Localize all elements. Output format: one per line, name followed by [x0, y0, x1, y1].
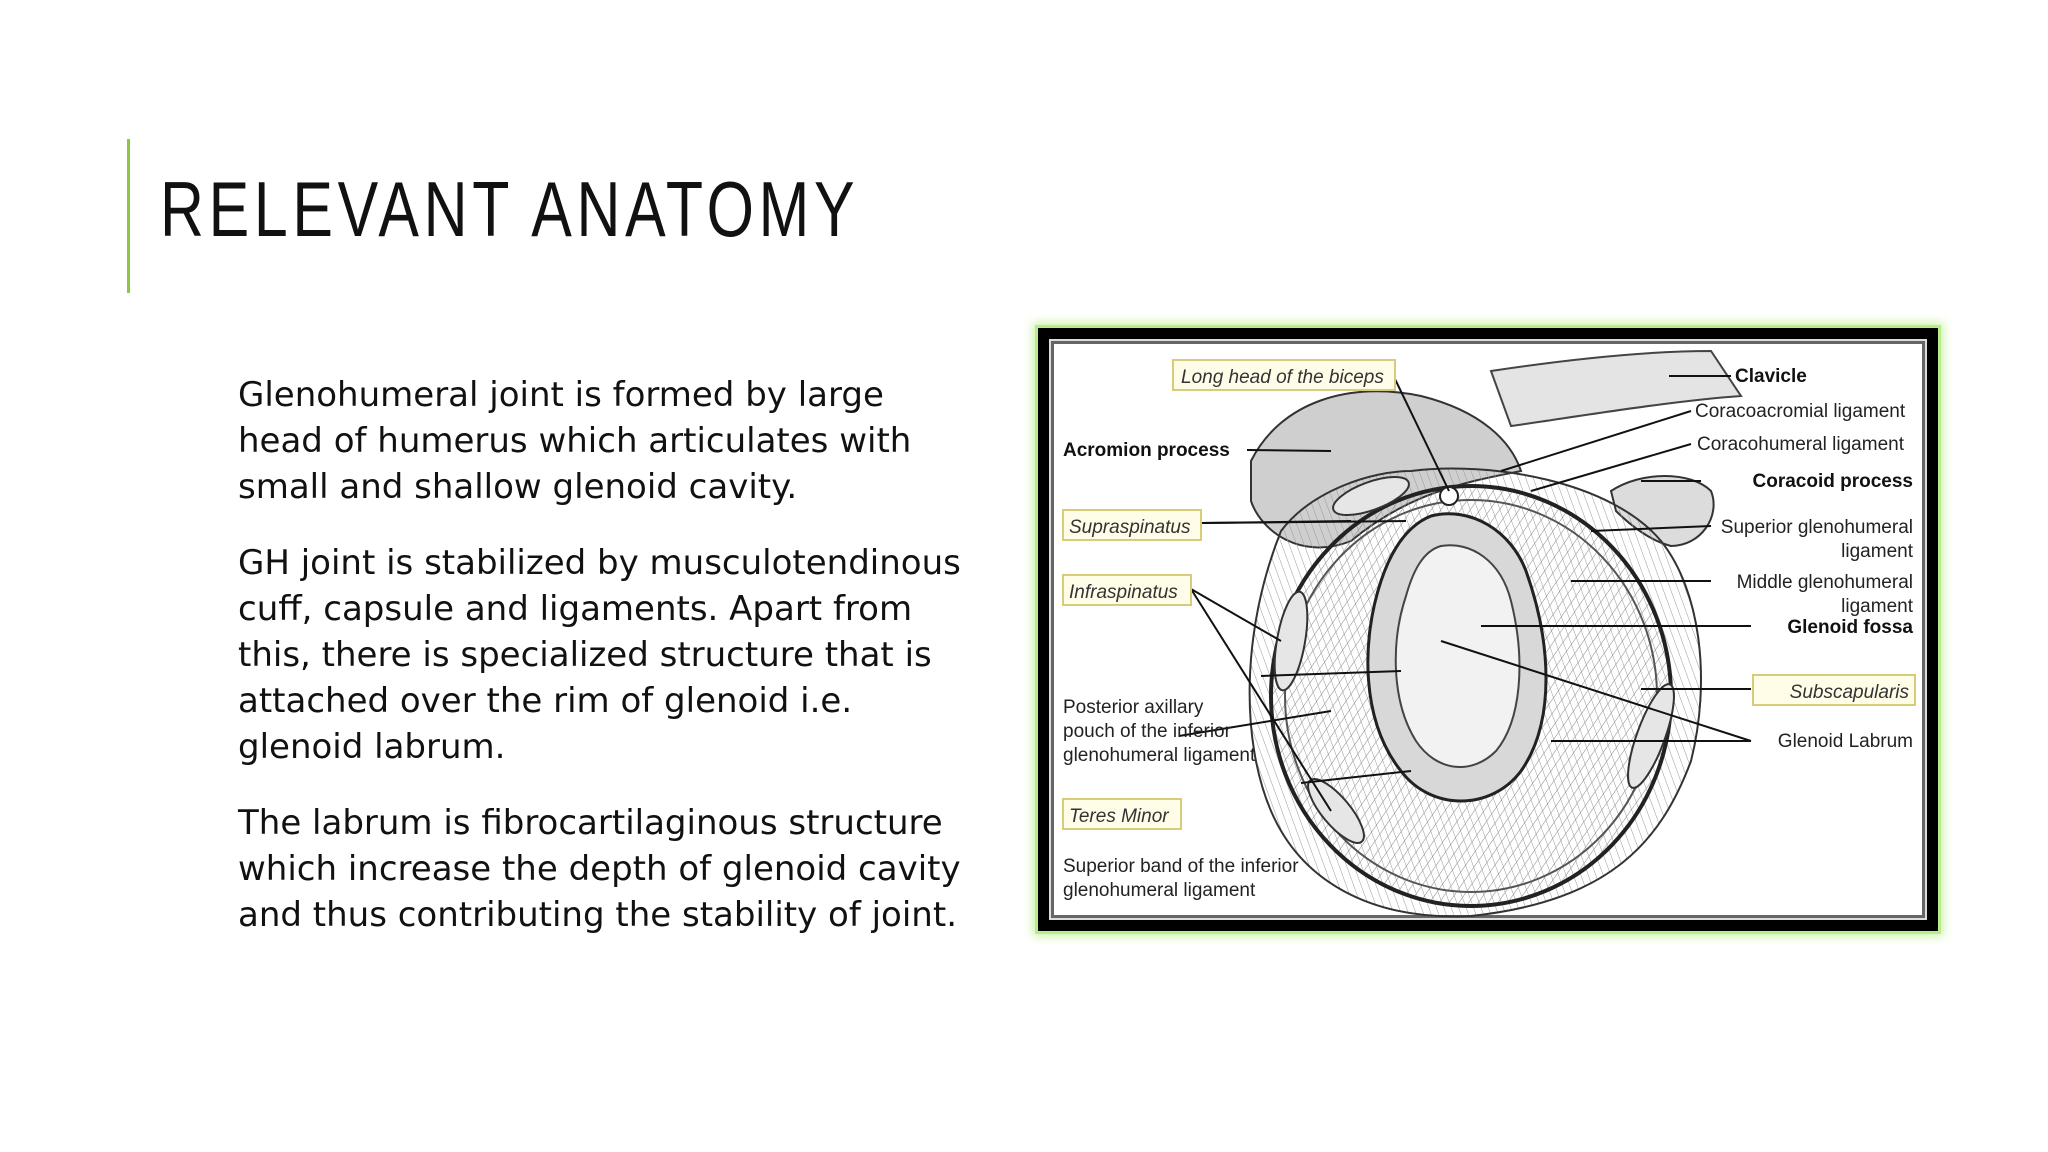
glenoid-fossa-shape	[1396, 545, 1520, 767]
shoulder-illustration	[1250, 351, 1741, 916]
label-supraspinatus: Supraspinatus	[1069, 517, 1191, 538]
slide-body	[238, 372, 978, 968]
label-superior-gh-line2: ligament	[1841, 541, 1913, 562]
slide-title: RELEVANT ANATOMY	[160, 165, 860, 253]
label-teres-minor: Teres Minor	[1069, 806, 1169, 827]
label-clavicle: Clavicle	[1735, 366, 1807, 387]
label-long-head-biceps: Long head of the biceps	[1181, 367, 1384, 388]
paragraph-labrum: The labrum is fibrocartilaginous structure which increase the depth of glenoid cavity and thus contributing the stability of joint.	[238, 803, 961, 935]
label-middle-gh-line1: Middle glenohumeral	[1736, 572, 1913, 593]
anatomy-figure-frame	[1038, 328, 1938, 931]
label-glenoid-labrum: Glenoid Labrum	[1777, 731, 1913, 752]
label-superior-gh-line1: Superior glenohumeral	[1720, 517, 1913, 538]
label-posterior-axillary-line1: Posterior axillary	[1063, 697, 1204, 718]
label-posterior-axillary-line2: pouch of the inferior	[1063, 721, 1231, 742]
label-infraspinatus: Infraspinatus	[1069, 582, 1178, 603]
label-middle-gh-line2: ligament	[1841, 596, 1913, 617]
label-glenoid-fossa: Glenoid fossa	[1787, 617, 1913, 638]
label-coracoid-process: Coracoid process	[1752, 471, 1913, 492]
anatomy-figure	[1049, 339, 1927, 920]
title-accent-bar	[127, 139, 130, 293]
label-coracoacromial-ligament: Coracoacromial ligament	[1695, 401, 1906, 422]
label-superior-band-line2: glenohumeral ligament	[1063, 880, 1256, 901]
paragraph-glenohumeral-joint: Glenohumeral joint is formed by large head of humerus which articulates with small and shallow glenoid cavity.	[238, 375, 912, 507]
paragraph-gh-stabilization: GH joint is stabilized by musculotendinous cuff, capsule and ligaments. Apart from this, there is specialized structure that is attached over the rim of glenoid i.e. glenoid labrum.	[238, 543, 961, 767]
label-posterior-axillary-line3: glenohumeral ligament	[1063, 745, 1256, 766]
label-subscapularis: Subscapularis	[1789, 682, 1909, 703]
shoulder-diagram	[1051, 341, 1925, 918]
label-coracohumeral-ligament: Coracohumeral ligament	[1697, 434, 1904, 455]
label-acromion-process: Acromion process	[1063, 440, 1230, 461]
label-superior-band-line1: Superior band of the inferior	[1063, 856, 1299, 877]
